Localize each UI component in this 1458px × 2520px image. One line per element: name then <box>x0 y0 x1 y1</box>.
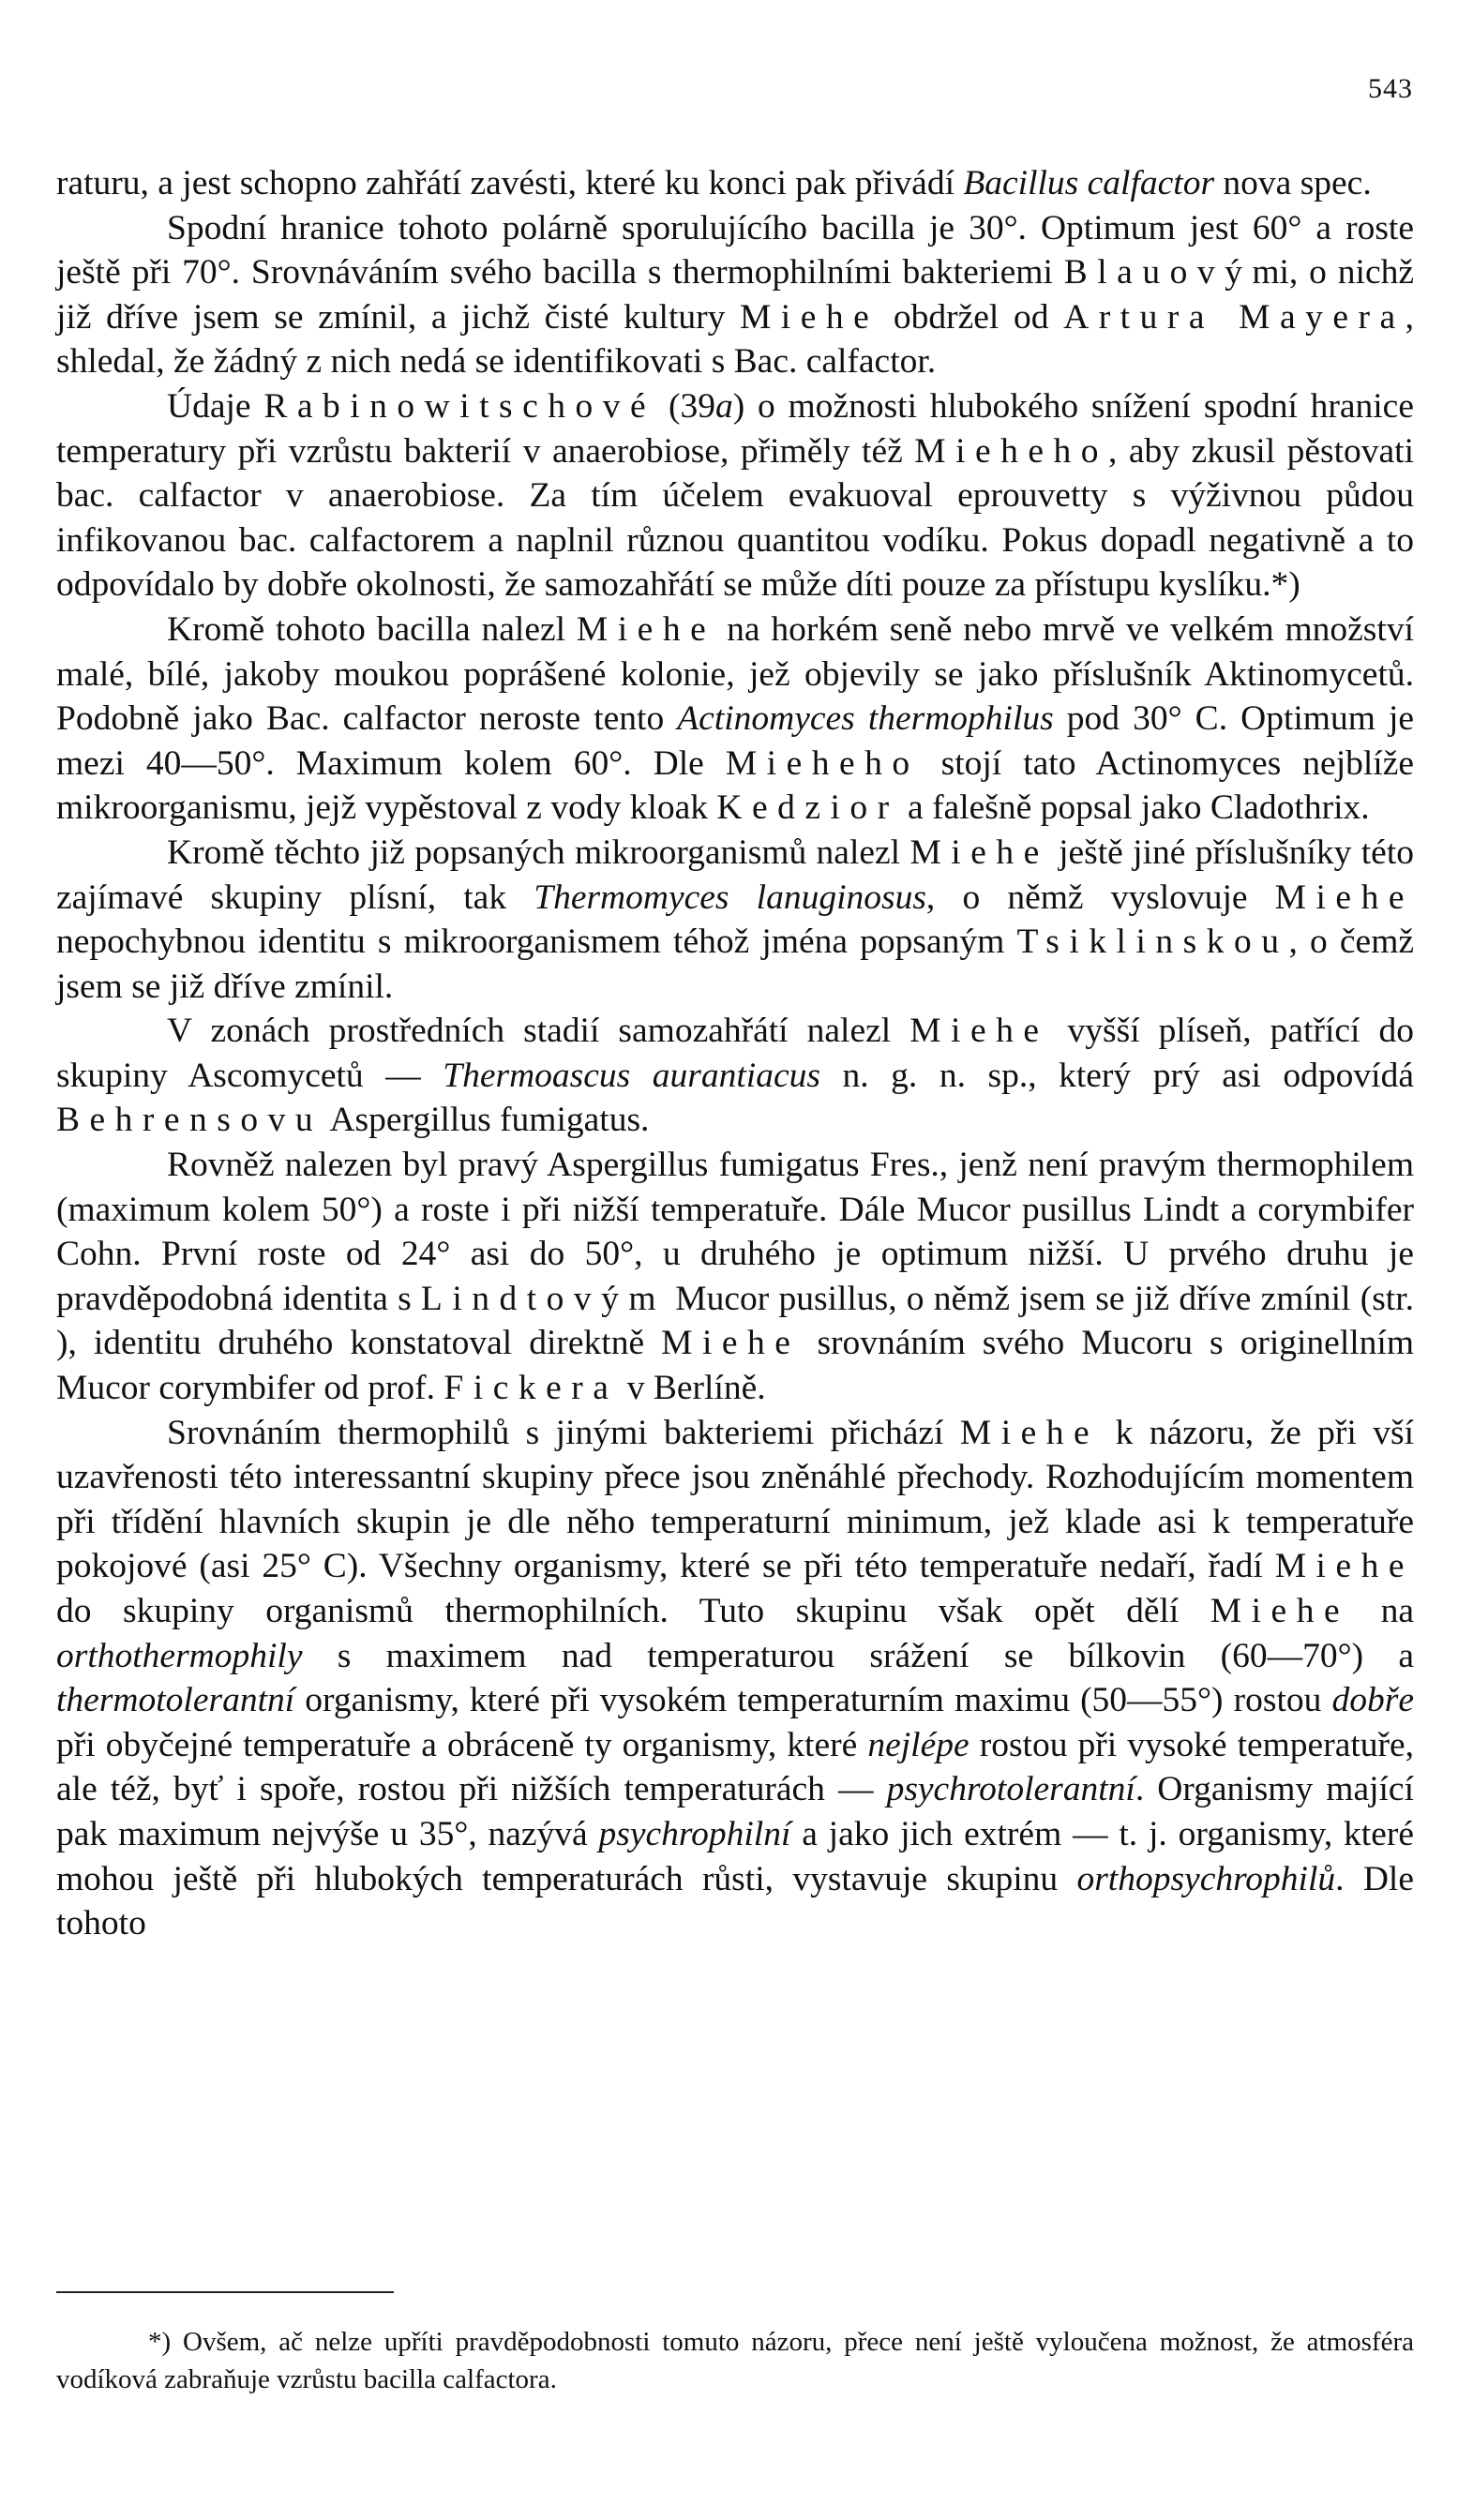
spaced-name: Miehe <box>909 832 1049 872</box>
text-run: Kromě těchto již popsaných mikroorganismů nalezl <box>167 832 910 872</box>
text-run: nepochybnou identitu s mikroorganismem téhož jména popsaným <box>56 922 1017 962</box>
spaced-name: Kedzior <box>716 788 899 828</box>
spaced-name: Miehe <box>1274 1547 1414 1586</box>
italic-term: psychrotolerantní <box>886 1770 1135 1809</box>
text-run: n. g. n. sp., který prý asi odpovídá <box>819 1056 1414 1095</box>
paragraph <box>56 1411 1414 1946</box>
italic-term: psychrophilní <box>598 1814 791 1853</box>
italic-term: Thermoascus aurantiacus <box>443 1056 820 1095</box>
italic-term: orthothermophily <box>56 1636 303 1675</box>
paragraph <box>56 1009 1414 1143</box>
text-run: . Dle tohoto <box>56 1859 1414 1943</box>
text-run: , o němž vyslovuje <box>925 878 1275 917</box>
text-run: v Berlíně. <box>618 1369 766 1408</box>
text-run: Aspergillus fumigatus. <box>323 1101 650 1140</box>
spaced-name: Lindtovým <box>420 1279 667 1318</box>
spaced-name: Miehe <box>661 1324 801 1363</box>
spaced-name: Fickera <box>443 1369 619 1408</box>
italic-term: orthopsychrophilů <box>1076 1859 1336 1898</box>
paragraph <box>56 1143 1414 1411</box>
text-run: Údaje <box>167 386 264 426</box>
text-run: rostou při vysoké temperatuře, ale též, byť i spoře, rostou při nižších temperaturách — <box>56 1725 1415 1809</box>
text-run: ještě jiné příslušníky této zajímavé skupiny plísní, tak <box>56 832 1414 917</box>
italic-term: dobře <box>1331 1681 1414 1720</box>
spaced-name: Artura Mayera <box>1063 297 1405 337</box>
text-run: Rovněž nalezen byl pravý Aspergillus fumigatus Fres., jenž není pravým thermophilem (maximum kolem 50°) a roste i při nižší temperatuře. Dále Mucor pusillus Lindt a corymbifer Cohn. První roste od 24° asi do 50°, u druhého je optimum nižší. U prvého druhu je pravděpodobná identita s <box>56 1146 1414 1318</box>
text-run: srovnáním svého Mucoru s originellním Mucor corymbifer od prof. <box>56 1324 1414 1408</box>
spaced-name: Miehe <box>739 297 879 337</box>
text-run: V zonách prostředních stadií samozahřátí nalezl <box>167 1012 910 1051</box>
text-run: Mucor pusillus, o němž jsem se již dříve zmínil (str. ), identitu druhého konstatoval direktně <box>56 1279 1414 1363</box>
text-run: stojí tato Actinomyces nejblíže mikroorganismu, jejž vypěstoval z vody kloak <box>56 743 1414 828</box>
text-run: a jako jich extrém — t. j. organismy, které mohou ještě při hlubokých temperaturách růsti, vystavuje skupinu <box>56 1814 1414 1898</box>
italic-term: Thermomyces lanuginosus <box>534 878 926 917</box>
text-run: . Organismy mající pak maximum nejvýše u 35°, nazývá <box>56 1770 1414 1853</box>
paragraph <box>56 831 1414 1009</box>
paragraph <box>56 206 1414 384</box>
text-run: Kromě tohoto bacilla nalezl <box>167 609 577 649</box>
italic-term: thermotolerantní <box>56 1681 295 1720</box>
paragraph <box>56 608 1414 831</box>
text-run: Srovnáním thermophilů s jinými bakteriemi přichází <box>167 1413 960 1452</box>
text-run: na horkém seně nebo mrvě ve velkém množství malé, bílé, jakoby moukou poprášené kolonie, jež objevily se jako příslušník Aktinomycetů. Podobně jako Bac. calfactor neroste tento <box>56 609 1414 739</box>
spaced-name: Mieheho <box>725 743 920 783</box>
spaced-name: Miehe <box>1274 878 1414 917</box>
spaced-name: Tsiklinskou <box>1016 922 1289 962</box>
text-run: vyšší plíseň, patřící do skupiny Ascomycetů — <box>56 1012 1414 1095</box>
text-run: , shledal, že žádný z nich nedá se identifikovati s Bac. calfactor. <box>56 297 1414 382</box>
text-run: obdržel od <box>879 297 1064 337</box>
spaced-name: Behrensovu <box>56 1101 323 1140</box>
text-run: ) o možnosti hlubokého snížení spodní hranice temperatury při vzrůstu bakterií v anaerobiose, přiměly též <box>56 386 1414 471</box>
paragraph <box>56 161 1414 206</box>
text-run: Spodní hranice tohoto polárně sporulujícího bacilla je 30°. Optimum jest 60° a roste ještě při 70°. Srovnáváním svého bacilla s thermophilními bakteriemi <box>56 208 1414 292</box>
text-run: nova spec. <box>1214 164 1372 202</box>
spaced-name: Miehe <box>959 1413 1100 1452</box>
text-run: organismy, které při vysokém temperaturním maximu (50—55°) rostou <box>294 1681 1332 1720</box>
paragraph <box>56 384 1414 608</box>
text-run: mi, o nichž již dříve jsem se zmínil, a jichž čisté kultury <box>56 253 1414 337</box>
text-run: k názoru, že při vší uzavřenosti této interessantní skupiny přece jsou zněnáhlé přechody. Rozhodujícím momentem při třídění hlavních skupin je dle něho temperaturní minimum, jež klade asi k temperatuře pokojové (asi 25° C). Všechny organismy, které se při této temperatuře nedaří, řadí <box>56 1413 1414 1586</box>
text-run: na <box>1349 1592 1414 1630</box>
text-run: při obyčejné temperatuře a obráceně ty organismy, které <box>56 1725 868 1764</box>
text-run: , o čemž jsem se již dříve zmínil. <box>56 922 1415 1006</box>
text-run: a falešně popsal jako Cladothrix. <box>898 788 1370 828</box>
text-run: (39 <box>655 386 715 426</box>
spaced-name: Miehe <box>1210 1592 1350 1630</box>
text-run: pod 30° C. Optimum je mezi 40—50°. Maximum kolem 60°. Dle <box>56 699 1415 783</box>
italic-term: nejlépe <box>867 1725 969 1764</box>
spaced-name: Blauový <box>1063 253 1253 292</box>
spaced-name: Mieheho <box>914 431 1109 471</box>
text-run: raturu, a jest schopno zahřátí zavésti, které ku konci pak přivádí <box>56 164 964 202</box>
text-run: s maximem nad temperaturou srážení se bílkovin (60—70°) a <box>302 1636 1414 1675</box>
italic-term: Bacillus calfactor <box>963 164 1215 202</box>
page-number: 543 <box>1368 73 1413 104</box>
italic-term: a <box>714 386 733 426</box>
text-run: do skupiny organismů thermophilních. Tuto skupinu však opět dělí <box>56 1592 1210 1630</box>
body-text <box>56 161 1414 1946</box>
footnote: *) Ovšem, ač nelze upříti pravděpodobnosti tomuto názoru, přece není ještě vyloučena možnost, že atmosféra vodíková zabraňuje vzrůstu bacilla calfactora. <box>56 2327 1414 2394</box>
spaced-name: Miehe <box>576 609 716 649</box>
spaced-name: Miehe <box>909 1012 1049 1051</box>
text-run: , aby zkusil pěstovati bac. calfactor v anaerobiose. Za tím účelem evakuoval eprouvetty s výživnou půdou infikovanou bac. calfactorem a naplnil různou quantitou vodíku. Pokus dopadl negativně a to odpovídalo by dobře okolnosti, že samozahřátí se může díti pouze za přístupu kyslíku.*) <box>56 431 1415 605</box>
spaced-name: Rabinowitschové <box>263 386 656 426</box>
footnote-divider <box>56 2291 394 2293</box>
italic-term: Actinomyces thermophilus <box>677 699 1054 739</box>
